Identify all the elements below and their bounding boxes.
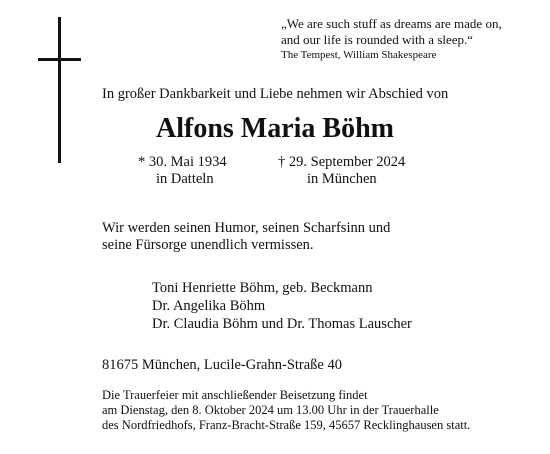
funeral-line: am Dienstag, den 8. Oktober 2024 um 13.00 Uhr in der Trauerhalle [102,403,439,417]
funeral-info [102,388,470,433]
cross-horizontal-bar [38,58,81,61]
mourner-name: Toni Henriette Böhm, geb. Beckmann [152,280,373,296]
death-date: † 29. September 2024 [278,154,406,170]
birth-place: in Datteln [156,171,214,187]
memory-line: seine Fürsorge unendlich vermissen. [102,237,314,253]
quote-block [281,16,502,62]
memory-text [102,220,390,254]
birth-date: * 30. Mai 1934 [138,154,227,170]
mourner-name: Dr. Angelika Böhm [152,298,266,314]
mourner-name: Dr. Claudia Böhm und Dr. Thomas Lauscher [152,316,412,332]
mourners-list [152,279,412,333]
intro-text: In großer Dankbarkeit und Liebe nehmen wir Abschied von [102,86,449,102]
family-address: 81675 München, Lucile-Grahn-Straße 40 [102,357,342,373]
deceased-name: Alfons Maria Böhm [156,113,394,144]
birth-info [138,154,227,188]
death-place: in München [307,171,377,187]
death-info [278,154,405,188]
memory-line: Wir werden seinen Humor, seinen Scharfsinn und [102,220,391,236]
quote-line: „We are such stuff as dreams are made on, [281,16,502,31]
funeral-line: des Nordfriedhofs, Franz-Bracht-Straße 159, 45657 Recklinghausen statt. [102,418,471,432]
funeral-line: Die Trauerfeier mit anschließender Beisetzung findet [102,388,368,402]
quote-source: The Tempest, William Shakespeare [281,49,437,61]
quote-line: and our life is rounded with a sleep.“ [281,32,474,47]
